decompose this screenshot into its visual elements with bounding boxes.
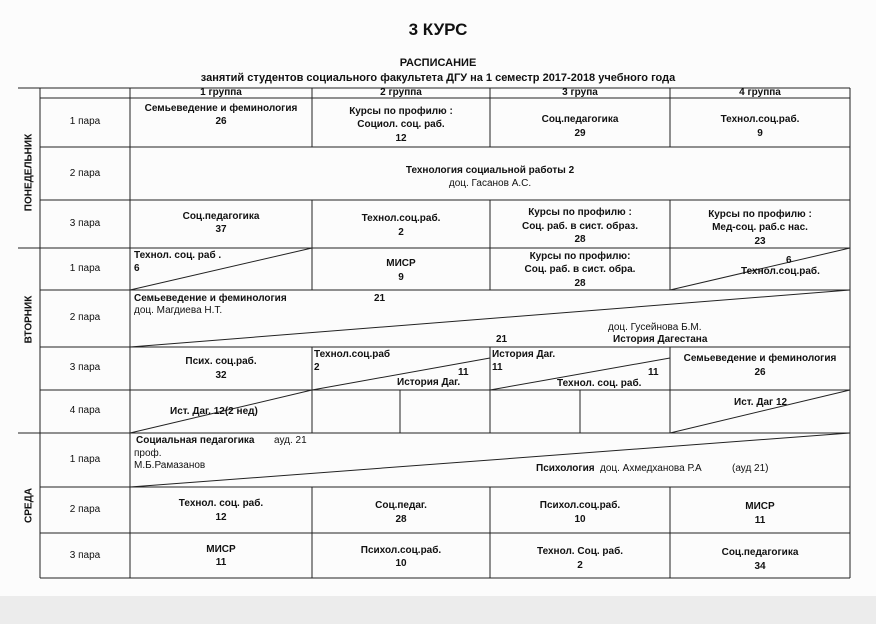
class-room: 2 [398, 227, 404, 238]
class-teacher-title: проф. [134, 448, 162, 459]
class-subject: Ист. Даг. 12(2 нед) [170, 406, 258, 417]
class-subject: МИСР [206, 544, 236, 555]
class-subject: МИСР [386, 258, 416, 269]
day-label-wednesday: СРЕДА [23, 488, 35, 523]
pair-label: 1 пара [69, 263, 101, 274]
schedule-title: РАСПИСАНИЕ [399, 57, 477, 69]
pair-label: 2 пара [69, 168, 101, 179]
class-room: 9 [398, 272, 404, 283]
pair-label: 2 пара [69, 312, 101, 323]
class-subject: Технол. соц. раб. [557, 378, 642, 389]
class-room: 11 [754, 515, 766, 526]
class-room: 37 [215, 224, 227, 235]
pair-label: 1 пара [69, 454, 101, 465]
pair-label: 1 пара [69, 116, 101, 127]
class-subject: История Дагестана [613, 334, 708, 345]
group-header-2: 2 группа [380, 87, 422, 98]
class-subject: Социол. соц. раб. [357, 119, 445, 130]
class-room: 10 [574, 514, 586, 525]
class-room: 11 [215, 557, 227, 568]
class-room: 6 [786, 255, 792, 266]
day-label-tuesday: ВТОРНИК [23, 295, 35, 344]
class-subject: Технол. Соц. раб. [536, 546, 624, 557]
class-room: 28 [574, 234, 586, 245]
class-room: 12 [395, 133, 407, 144]
class-subject: Семьеведение и феминология [683, 353, 837, 364]
class-room: 12 [215, 512, 227, 523]
class-room: 2 [577, 560, 583, 571]
schedule-subtitle: занятий студентов социального факультета ДГУ на 1 семестр 2017-2018 учебного года [200, 72, 676, 84]
class-room: 26 [754, 367, 766, 378]
class-room: 28 [574, 278, 586, 289]
class-room: 28 [395, 514, 407, 525]
class-teacher: доц. Ахмедханова Р.А [600, 463, 702, 474]
class-subject: Соц.педагогика [541, 114, 619, 125]
pair-label: 3 пара [69, 550, 101, 561]
class-subject: История Даг. [492, 349, 556, 360]
class-subject: Технология социальной работы 2 [405, 165, 575, 176]
group-header-4: 4 группа [739, 87, 781, 98]
class-subject: Технол.соц.раб. [361, 213, 441, 224]
class-subject: Социальная педагогика [136, 435, 255, 446]
class-subject: Соц. раб. в сист. образ. [521, 221, 639, 232]
group-header-1: 1 группа [200, 87, 242, 98]
class-subject: Технол. соц. раб . [134, 250, 222, 261]
class-teacher: доц. Магдиева Н.Т. [134, 305, 223, 316]
class-subject: Психол.соц.раб. [539, 500, 621, 511]
class-room: 11 [492, 362, 503, 373]
pair-label: 3 пара [69, 362, 101, 373]
class-subject: Семьеведение и феминология [144, 103, 298, 114]
class-subject: Психол.соц.раб. [360, 545, 442, 556]
class-subject: Курсы по профилю : [349, 106, 453, 117]
class-subject: МИСР [745, 501, 775, 512]
class-subject: Псих. соц.раб. [185, 356, 257, 367]
class-subject: Курсы по профилю: [529, 251, 631, 262]
class-room: 2 [314, 362, 320, 373]
class-room: 10 [395, 558, 407, 569]
class-teacher: доц. Гусейнова Б.М. [608, 322, 702, 333]
group-header-3: 3 група [562, 87, 598, 98]
class-room: 11 [458, 367, 469, 378]
class-subject: Семьеведение и феминология [134, 293, 287, 304]
class-room: 9 [757, 128, 763, 139]
class-subject: Технол. соц. раб. [178, 498, 264, 509]
class-subject: Технол.соц.раб. [741, 266, 820, 277]
class-subject: Соц.педагогика [721, 547, 799, 558]
class-room: (ауд 21) [732, 463, 769, 474]
class-subject: Соц.педагогика [182, 211, 260, 222]
pair-label: 4 пара [69, 405, 101, 416]
class-room: 6 [134, 263, 140, 274]
class-subject: История Даг. [397, 377, 461, 388]
day-label-monday: ПОНЕДЕЛЬНИК [23, 133, 35, 212]
class-room: 21 [496, 334, 508, 345]
class-subject: Технол.соц.раб. [720, 114, 800, 125]
class-subject: Соц. раб. в сист. обра. [524, 264, 636, 275]
pair-label: 2 пара [69, 504, 101, 515]
class-room: 11 [648, 367, 659, 378]
class-room: ауд. 21 [274, 435, 307, 446]
class-subject: Мед-соц. раб.с нас. [712, 222, 808, 233]
class-teacher: М.Б.Рамазанов [134, 460, 206, 471]
class-subject: Соц.педаг. [375, 500, 427, 511]
class-teacher: доц. Гасанов А.С. [448, 178, 532, 189]
pair-label: 3 пара [69, 218, 101, 229]
class-subject: Психология [536, 463, 595, 474]
class-subject: Курсы по профилю : [708, 209, 812, 220]
class-room: 21 [374, 293, 386, 304]
class-subject: Курсы по профилю : [528, 207, 632, 218]
class-subject: Технол.соц.раб [314, 349, 391, 360]
class-room: 29 [574, 128, 586, 139]
class-room: 26 [215, 116, 227, 127]
class-subject: Ист. Даг 12 [734, 397, 788, 408]
course-heading: 3 КУРС [408, 20, 468, 39]
class-room: 23 [754, 236, 766, 247]
class-room: 32 [215, 370, 227, 381]
class-room: 34 [754, 561, 766, 572]
